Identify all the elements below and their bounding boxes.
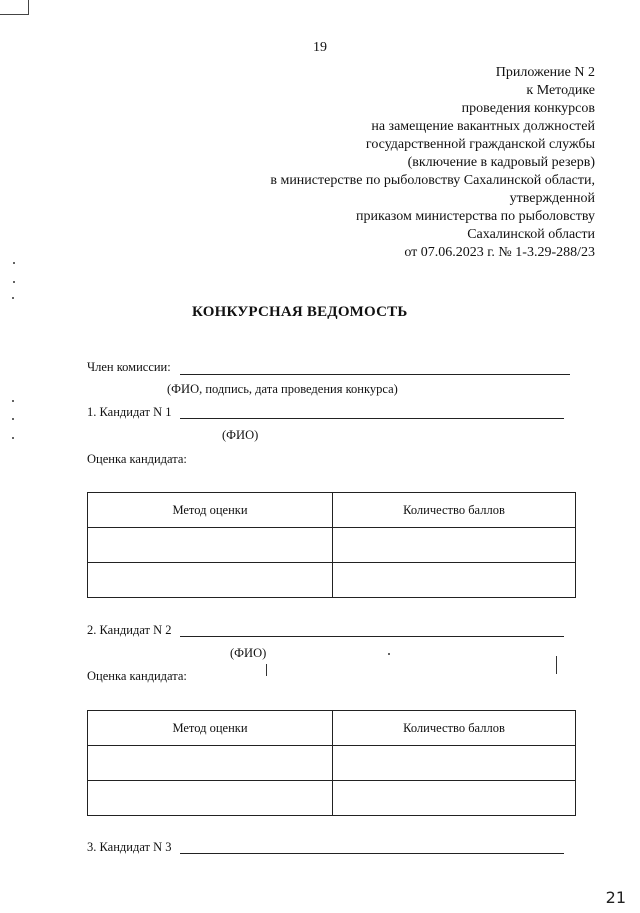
candidate-1-score-table (87, 492, 576, 598)
candidate-1-label: 1. Кандидат N 1 (87, 405, 172, 419)
table-row (88, 563, 576, 598)
method-header: Метод оценки (88, 711, 333, 746)
method-cell (88, 746, 333, 781)
candidate-3-field-line (180, 853, 564, 854)
table-header-row (88, 493, 576, 528)
method-header: Метод оценки (88, 493, 333, 528)
scan-corner-mark (0, 0, 29, 15)
candidate-2-score-table (87, 710, 576, 816)
candidate-2-fio-hint: (ФИО) (230, 646, 267, 660)
appendix-line: на замещение вакантных должностей (371, 119, 595, 134)
appendix-line: проведения конкурсов (461, 101, 595, 116)
candidate-2-assessment-label: Оценка кандидата: (87, 669, 187, 683)
appendix-line: утвержденной (509, 191, 595, 206)
handwritten-sheet-number: 21 (605, 888, 626, 907)
table-row (88, 746, 576, 781)
candidate-1-assessment-label: Оценка кандидата: (87, 452, 187, 466)
scan-vertical-mark (556, 656, 557, 674)
appendix-line: (включение в кадровый резерв) (407, 155, 595, 170)
commission-field-line (180, 374, 570, 375)
appendix-line: Приложение N 2 (495, 65, 595, 80)
table-header-row (88, 711, 576, 746)
method-cell (88, 563, 333, 598)
appendix-line: от 07.06.2023 г. № 1-3.29-288/23 (404, 245, 595, 260)
appendix-line: к Методике (526, 83, 595, 98)
appendix-line: приказом министерства по рыболовству (356, 209, 595, 224)
page-number: 19 (313, 40, 327, 55)
candidate-3-label: 3. Кандидат N 3 (87, 840, 172, 854)
candidate-1-fio-hint: (ФИО) (222, 428, 259, 442)
scan-vertical-mark (266, 664, 267, 676)
table-row (88, 781, 576, 816)
points-header: Количество баллов (333, 493, 576, 528)
candidate-2-label: 2. Кандидат N 2 (87, 623, 172, 637)
table-row (88, 528, 576, 563)
points-cell (333, 528, 576, 563)
points-cell (333, 746, 576, 781)
commission-label: Член комиссии: (87, 360, 171, 374)
method-cell (88, 528, 333, 563)
points-cell (333, 781, 576, 816)
candidate-1-field-line (180, 418, 564, 419)
points-cell (333, 563, 576, 598)
method-cell (88, 781, 333, 816)
appendix-line: Сахалинской области (467, 227, 595, 242)
appendix-line: государственной гражданской службы (365, 137, 595, 152)
candidate-2-field-line (180, 636, 564, 637)
appendix-line: в министерстве по рыболовству Сахалинской области, (270, 173, 595, 188)
points-header: Количество баллов (333, 711, 576, 746)
document-title: КОНКУРСНАЯ ВЕДОМОСТЬ (192, 304, 408, 320)
appendix-header (270, 64, 595, 262)
commission-hint: (ФИО, подпись, дата проведения конкурса) (167, 382, 398, 396)
